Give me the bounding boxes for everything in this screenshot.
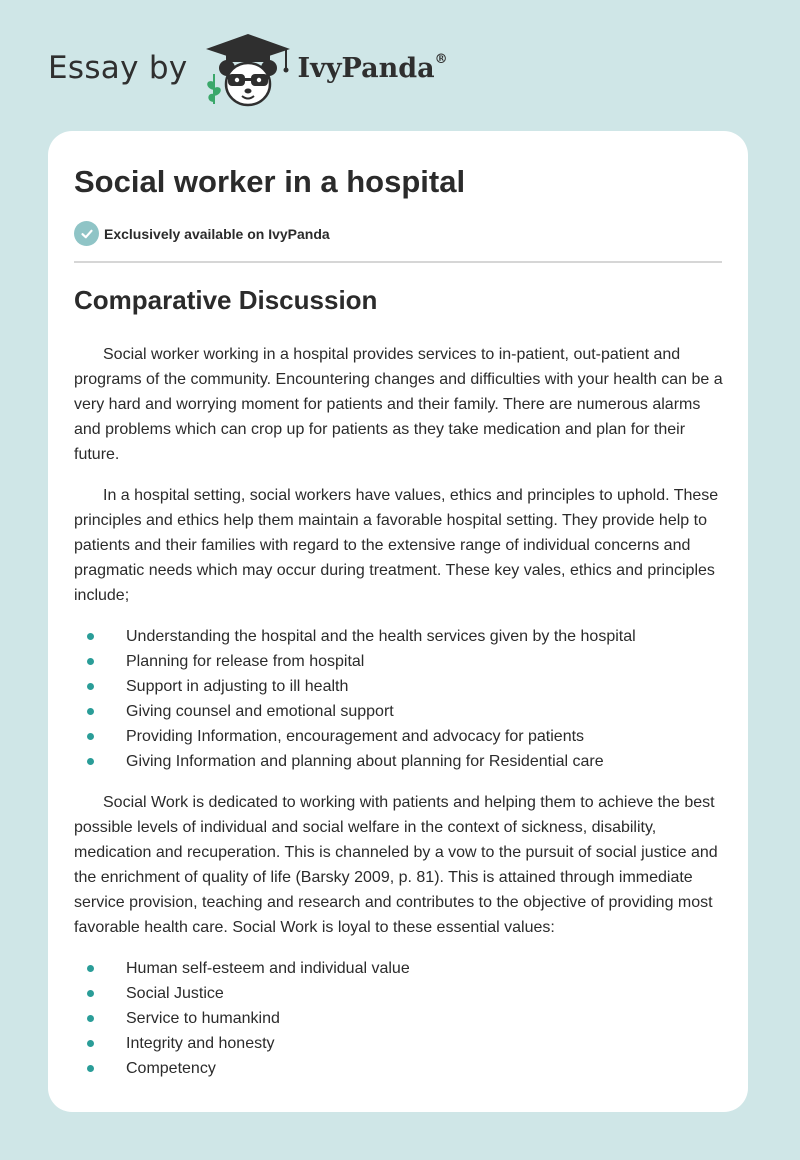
bullet-dot-icon <box>87 1040 94 1047</box>
list-item-text: Giving Information and planning about planning for Residential care <box>126 753 604 770</box>
bullet-dot-icon <box>87 633 94 640</box>
list-item <box>74 724 724 749</box>
list-item-text: Integrity and honesty <box>126 1035 275 1052</box>
bullet-dot-icon <box>87 990 94 997</box>
brand-prefix: Essay by <box>48 50 188 86</box>
divider <box>74 261 722 263</box>
list-item-text: Social Justice <box>126 985 224 1002</box>
paragraph: Social Work is dedicated to working with patients and helping them to achieve the best possible levels of individual and social welfare in the context of sickness, disability, medication and recuperation. This is channeled by a vow to the pursuit of social justice and the enrichment of quality of life (Barsky 2009, p. 81). This is attained through immediate service provision, teaching and research and contributes to the objective of providing most favorable health care. Social Work is loyal to these essential values: <box>74 794 718 936</box>
bullet-dot-icon <box>87 965 94 972</box>
bullet-dot-icon <box>87 1065 94 1072</box>
brand-name <box>298 53 448 84</box>
bullet-dot-icon <box>87 683 94 690</box>
list-item <box>74 624 724 649</box>
list-item <box>74 1006 724 1031</box>
exclusive-label: Exclusively available on IvyPanda <box>104 225 330 242</box>
list-item <box>74 674 724 699</box>
list-item-text: Support in adjusting to ill health <box>126 678 349 695</box>
brand-header <box>48 32 448 112</box>
bullet-dot-icon <box>87 658 94 665</box>
brand-name-text: IvyPanda <box>297 52 435 84</box>
list-item-text: Human self-esteem and individual value <box>126 960 410 977</box>
list-item-text: Service to humankind <box>126 1010 280 1027</box>
essay-card <box>48 131 748 1112</box>
exclusive-badge <box>74 221 330 246</box>
list-item <box>74 956 724 981</box>
bullet-dot-icon <box>87 733 94 740</box>
panda-graduate-logo-icon <box>202 32 294 112</box>
list-item-text: Planning for release from hospital <box>126 653 365 670</box>
list-item-text: Competency <box>126 1060 216 1077</box>
page-title: Social worker in a hospital <box>74 164 466 199</box>
list-item <box>74 981 724 1006</box>
list-item <box>74 1056 724 1081</box>
list-item-text: Providing Information, encouragement and advocacy for patients <box>126 728 585 745</box>
bullet-dot-icon <box>87 708 94 715</box>
paragraph: In a hospital setting, social workers have values, ethics and principles to uphold. These principles and ethics help them maintain a favorable hospital setting. They provide help to patients and their families with regard to the extensive range of individual concerns and pragmatic needs which may occur during treatment. These key vales, ethics and principles include; <box>74 487 719 604</box>
list-item <box>74 749 724 774</box>
essay-body <box>74 342 724 1097</box>
bullet-dot-icon <box>87 1015 94 1022</box>
paragraph: Social worker working in a hospital provides services to in-patient, out-patient and programs of the community. Encountering changes and difficulties with your health can be a very hard and worrying moment for patients and their family. There are numerous alarms and problems which can crop up for patients as they take medication and plan for their future. <box>74 346 723 463</box>
list-item <box>74 1031 724 1056</box>
list-item <box>74 649 724 674</box>
section-heading: Comparative Discussion <box>74 285 378 315</box>
registered-mark: ® <box>434 51 448 67</box>
essential-values-list <box>74 956 724 1081</box>
check-icon <box>74 221 99 246</box>
list-item-text: Understanding the hospital and the health services given by the hospital <box>126 628 636 645</box>
list-item-text: Giving counsel and emotional support <box>126 703 394 720</box>
list-item <box>74 699 724 724</box>
bullet-dot-icon <box>87 758 94 765</box>
values-list <box>74 624 724 774</box>
